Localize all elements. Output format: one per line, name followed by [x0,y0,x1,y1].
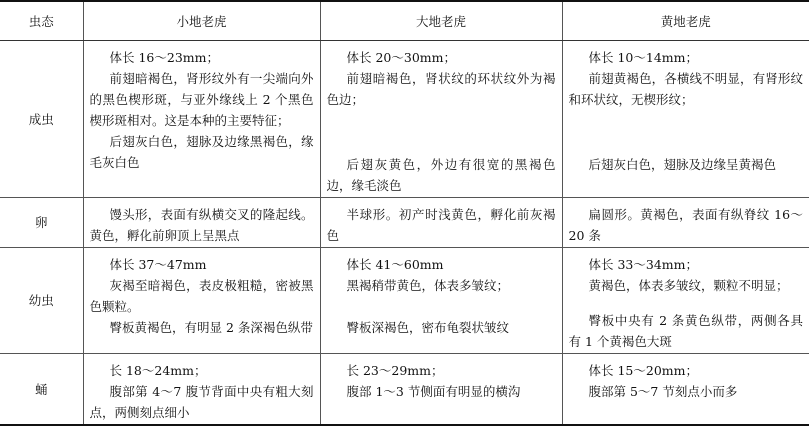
cell-egg-large [320,198,562,248]
cell-text: 体长 41～60mm [346,257,444,272]
cell-text: 馒头形，表面有纵横交叉的隆起线。黄色，孵化前卵顶上呈黑点 [89,207,314,243]
cell-text: 灰褐至暗褐色，表皮极粗糙，密被黑色颗粒。 [89,278,314,314]
cell-text: 臀板深褐色，密布龟裂状皱纹 [346,320,510,335]
cell-text: 长 18～24mm； [109,363,207,378]
cell-adult-large [320,41,562,198]
row-pupa [0,354,809,426]
cell-text: 体长 33～34mm； [588,257,698,272]
row-adult [0,41,809,198]
stage-label: 幼虫 [0,248,83,354]
cell-pupa-large [320,354,562,426]
cell-text: 半球形。初产时浅黄色，孵化前灰褐色 [326,207,556,243]
cell-larva-small [83,248,320,354]
cell-text: 臀板中央有 2 条黄色纵带，两侧各具有 1 个黄褐色大斑 [568,313,803,349]
cell-text: 黑褐稍带黄色，体表多皱纹； [346,278,510,293]
header-stage: 虫态 [0,1,83,41]
cell-text: 前翅黄褐色，各横线不明显，有肾形纹和环状纹，无楔形纹； [568,71,803,107]
cell-text: 后翅灰白色，翅脉及边缘黑褐色，缘毛灰白色 [89,134,314,170]
cell-pupa-yellow [562,354,809,426]
cell-adult-small [83,41,320,198]
row-larva [0,248,809,354]
cell-text: 黄褐色，体表多皱纹，颗粒不明显； [588,278,789,293]
row-egg [0,198,809,248]
stage-label: 卵 [0,198,83,248]
header-row [0,1,809,41]
cell-text: 腹部第 5～7 节刻点小而多 [588,384,738,399]
cell-text: 长 23～29mm； [346,363,444,378]
cell-pupa-small [83,354,320,426]
header-large-cutworm: 大地老虎 [320,1,562,41]
cell-text: 前翅暗褐色，肾状纹的环状纹外为褐色边； [326,71,556,107]
header-small-cutworm: 小地老虎 [83,1,320,41]
cell-text: 前翅暗褐色，肾形纹外有一尖端向外的黑色楔形斑，与亚外缘线上 2 个黑色楔形斑相对。这是本种的主要特征； [89,71,314,128]
cell-egg-small [83,198,320,248]
cell-text: 扁圆形。黄褐色，表面有纵脊纹 16～20 条 [568,207,803,243]
cell-egg-yellow [562,198,809,248]
cell-text: 体长 15～20mm； [588,363,698,378]
cell-text: 体长 37～47mm [109,257,207,272]
cell-text: 腹部第 4～7 腹节背面中央有粗大刻点，两侧刻点细小 [89,384,314,420]
cell-text: 体长 20～30mm； [346,50,456,65]
cell-text: 臀板黄褐色，有明显 2 条深褐色纵带 [109,320,313,335]
cell-adult-yellow [562,41,809,198]
cell-text: 体长 10～14mm； [588,50,698,65]
cell-text: 后翅灰黄色，外边有很宽的黑褐色边，缘毛淡色 [326,157,556,193]
cell-text: 腹部 1～3 节侧面有明显的横沟 [346,384,521,399]
cell-larva-large [320,248,562,354]
stage-label: 蛹 [0,354,83,426]
header-yellow-cutworm: 黄地老虎 [562,1,809,41]
stage-label: 成虫 [0,41,83,198]
cell-larva-yellow [562,248,809,354]
cell-text: 后翅灰白色，翅脉及边缘呈黄褐色 [588,157,777,172]
cell-text: 体长 16～23mm； [109,50,219,65]
